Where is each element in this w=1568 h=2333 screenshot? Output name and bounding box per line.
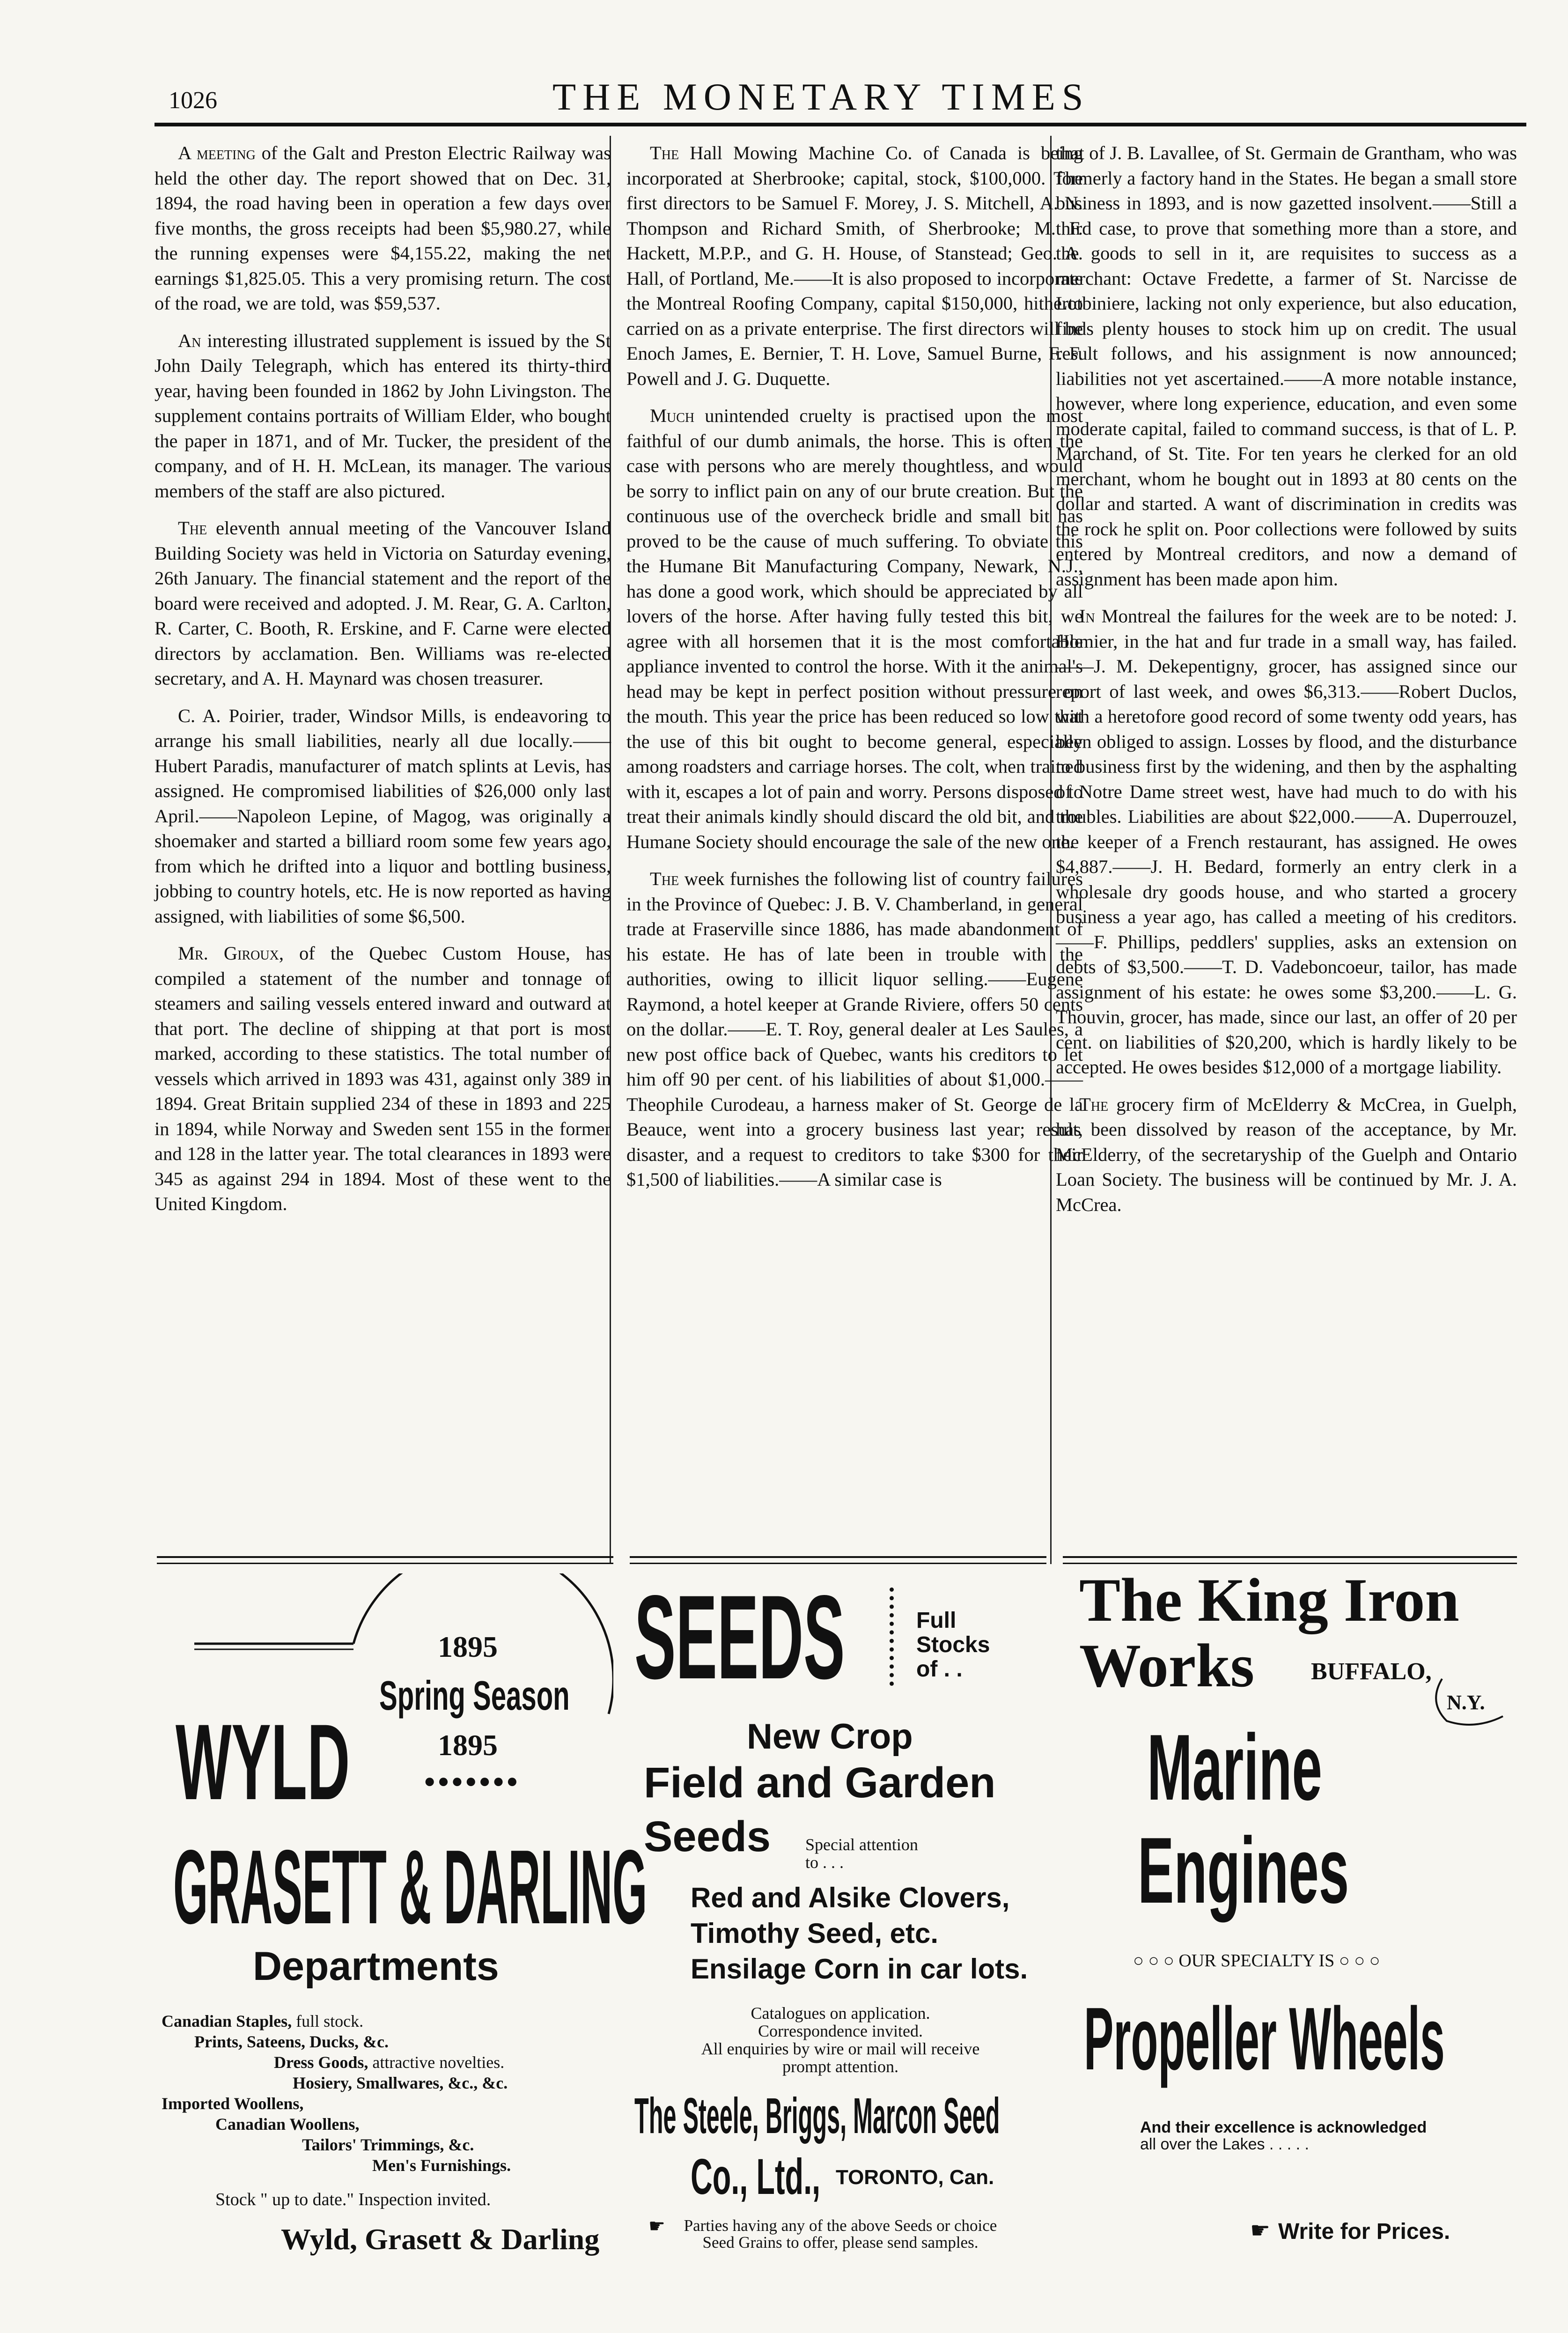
note-line: Catalogues on application.	[751, 2004, 930, 2023]
department-name: Imported Woollens,	[162, 2094, 304, 2113]
full-stocks	[916, 1609, 990, 1682]
seed-item: Ensilage Corn in car lots.	[691, 1953, 1028, 1985]
paragraph-text: unintended cruelty is practised upon the most faithful of our dumb animals, the horse. This is often the case with persons who are merely thoughtless, and would be sorry to inflict pain on any of our brute creation. But the continuous use of the overcheck bridle and small bit has proved to be the cause of much suffering. To obviate this the Humane Bit Manufacturing Company, Newark, N.J., has done a good work, which should be appreciated by all lovers of the horse. After having fully tested this bit, we agree with all horsemen that it is the most comfortable appliance invented to control the horse. With it the animal's head may be kept in perfect position without pressure on the mouth. This year the price has been reduced so low that the use of this bit ought to become general, especially among roadsters and carriage horses. The colt, when trained with it, escapes a lot of pain and worry. Persons disposed to treat their animals kindly should discard the old bit, and the Humane Society should encourage the sale of the new one.	[626, 405, 1083, 852]
article-paragraph	[155, 516, 611, 691]
paragraph-text: grocery firm of McElderry & McCrea, in Guelph, has been dissolved by reason of the acceptance, by Mr. McElderry, of the secretaryship of the Guelph and Ontario Loan Society. The business will be continued by Mr. J. A. McCrea.	[1056, 1093, 1517, 1215]
ad-king-iron-works	[1067, 1565, 1522, 2295]
paragraph-lead: Mr. Giroux	[178, 943, 279, 964]
seed-city: TORONTO, Can.	[836, 2166, 994, 2189]
hand-pointer-icon: ☛	[648, 2215, 665, 2237]
special-line: to . . .	[805, 1853, 844, 1872]
department-name: Tailors' Trimmings, &c.	[302, 2135, 474, 2154]
ad-steele-briggs-seeds	[630, 1573, 1051, 2295]
department-line	[194, 2032, 389, 2052]
article-paragraph	[155, 140, 611, 316]
full-stocks-line: Full	[916, 1608, 957, 1633]
article-column-3	[1056, 140, 1517, 1229]
article-paragraph	[626, 140, 1083, 391]
note-line: prompt attention.	[782, 2057, 898, 2076]
paragraph-text: Hall Mowing Machine Co. of Canada is being incorporated at Sherbrooke; capital, stock, $100,000. The first directors to be Samuel F. Morey, J. S. Mitchell, A. N. Thompson and Richard Smith, of Sherbrooke; M. F. Hackett, M.P.P., and G. H. House, of Stanstead; Geo. A. Hall, of Portland, Me.——It is also proposed to incorporate the Montreal Roofing Company, capital $150,000, hitherto carried on as a private enterprise. The first directors will be Enoch James, E. Bernier, T. H. Love, Samuel Burne, F. F. Powell and J. G. Duquette.	[626, 142, 1083, 389]
seed-item: Red and Alsike Clovers,	[691, 1882, 1010, 1913]
footer-line: Parties having any of the above Seeds or choice	[684, 2216, 997, 2235]
works-word: Works	[1079, 1631, 1255, 1700]
spring-season: Spring Season	[379, 1672, 570, 1719]
department-name: Canadian Woollens,	[215, 2115, 360, 2134]
seed-footer	[634, 2217, 1046, 2251]
paragraph-text: , of the Quebec Custom House, has compiled a statement of the number and tonnage of steamers and sailing vessels entered inward and outward at that port. The decline of shipping at that port is most marked, according to these statistics. The total number of vessels which arrived in 1893 was 431, against only 389 in 1894. Great Britain supplied 234 of these in 1893 and 225 in 1894, while Norway and Sweden sent 155 in the former and 128 in the latter year. The total clearances in 1893 were 345 as against 294 in 1894. Most of these went to the United Kingdom.	[155, 943, 611, 1214]
article-paragraph	[155, 703, 611, 929]
paragraph-lead: The	[178, 517, 207, 539]
write-for-prices: Write for Prices.	[1278, 2219, 1450, 2244]
department-line	[162, 2011, 363, 2031]
full-stocks-line: of . .	[916, 1657, 963, 1682]
grasett-darling-title: GRASETT & DARLING	[173, 1828, 648, 1946]
dots-ornament: ●●●●●●●	[424, 1771, 520, 1792]
paragraph-lead: An	[178, 330, 201, 351]
department-name: Men's Furnishings.	[372, 2156, 511, 2175]
seed-company-line1: The Steele, Briggs, Marcon Seed	[634, 2087, 1000, 2144]
dotted-divider	[890, 1587, 894, 1686]
department-name: Hosiery, Smallwares, &c., &c.	[293, 2074, 508, 2092]
paragraph-lead: The	[1079, 1093, 1109, 1115]
paragraph-text: eleventh annual meeting of the Vancouver Island Building Society was held in Victoria on Saturday evening, 26th January. The financial statement and the report of the board were received and adopted. J. M. Rear, G. A. Carlton, R. Carter, C. Booth, R. Erskine, and F. Carne were elected directors by acclamation. Ben. Williams was re-elected secretary, and A. H. Maynard was chosen treasurer.	[155, 517, 611, 689]
article-paragraph	[626, 403, 1083, 854]
stock-note: Stock " up to date." Inspection invited.	[215, 2190, 491, 2209]
department-name: Dress Goods,	[274, 2053, 368, 2072]
excellence-note	[1140, 2119, 1427, 2153]
note-line: All enquiries by wire or mail will receive	[701, 2039, 980, 2058]
hand-pointer-icon: ☛	[1250, 2218, 1271, 2243]
top-rule	[155, 123, 1526, 126]
ad-separator-3	[1063, 1556, 1517, 1564]
special-attention	[805, 1836, 918, 1871]
article-paragraph	[1056, 1092, 1517, 1218]
seed-items	[691, 1880, 1028, 1987]
article-paragraph	[1056, 604, 1517, 1080]
seeds-word: Seeds	[644, 1813, 771, 1860]
full-stocks-line: Stocks	[916, 1632, 990, 1657]
article-paragraph	[155, 328, 611, 504]
department-line	[293, 2073, 508, 2093]
paragraph-lead: Much	[650, 405, 695, 426]
seed-company-line2: Co., Ltd.,	[691, 2148, 821, 2205]
wyld-title: WYLD	[176, 1702, 350, 1822]
department-line	[372, 2156, 511, 2175]
seeds-headline: SEEDS	[634, 1571, 845, 1704]
ad-wyld-grasett-darling	[157, 1573, 648, 2295]
new-crop: New Crop	[747, 1717, 913, 1757]
paragraph-text: of the Galt and Preston Electric Railway was held the other day. The report showed that on Dec. 31, 1894, the road having been in operation a few days over five months, the gross receipts had been $5,980.27, while the running expenses were $4,155.22, making the net earnings $1,825.05. This a very promising return. The cost of the road, we are told, was $59,537.	[155, 142, 611, 314]
wyld-signature: Wyld, Grasett & Darling	[281, 2222, 600, 2256]
special-line: Special attention	[805, 1835, 918, 1854]
paragraph-text: interesting illustrated supplement is issued by the St John Daily Telegraph, which has entered its thirty-third year, having been founded in 1862 by John Livingston. The supplement contains portraits of William Elder, who bought the paper in 1871, and of Mr. Tucker, the president of the company, and of H. H. McLean, its manager. The various members of the staff are also pictured.	[155, 330, 611, 502]
specialty-line: ○ ○ ○ OUR SPECIALTY IS ○ ○ ○	[1133, 1951, 1380, 1971]
department-note: attractive novelties.	[368, 2053, 505, 2072]
article-paragraph	[626, 866, 1083, 1192]
paragraph-text: Montreal the failures for the week are to be noted: J. Homier, in the hat and fur trade in a small way, has failed.——J. M. Dekepentigny, grocer, has assigned since our report of last week, and owes $6,313.——Robert Duclos, with a heretofore good record of some twenty odd years, has been obliged to assign. Losses by flood, and the disturbance to business first by the widening, and then by the asphalting of Notre Dame street west, have had much to do with his troubles. Liabilities are about $22,000.——A. Duperrouzel, the keeper of a French restaurant, has assigned. He owes $4,887.——J. H. Bedard, formerly an entry clerk in a wholesale dry goods house, and who started a grocery business a year ago, has called a meeting of his creditors.——F. Phillips, peddlers' supplies, asks an extension on debts of $3,500.——T. D. Vadeboncoeur, tailor, has made assignment of his estate: he owes some $3,200.——L. G. Thouvin, grocer, has made, since our last, an offer of 20 per cent. on liabilities of $20,200, which is hardly likely to be accepted. He owes besides $12,000 of a mortgage liability.	[1056, 605, 1517, 1078]
article-paragraph	[1056, 140, 1517, 591]
ad-separator-2	[630, 1556, 1046, 1564]
department-note: full stock.	[292, 2012, 364, 2030]
note-line: Correspondence invited.	[758, 2022, 923, 2040]
departments-heading: Departments	[253, 1944, 499, 1989]
paragraph-text: week furnishes the following list of country failures in the Province of Quebec: J. B. V. Chamberland, in general trade at Fraserville since 1886, has made abandonment of his estate. He has of late been in trouble with the authorities, owing to illicit liquor selling.——Eugene Raymond, a hotel keeper at Grande Riviere, offers 50 cents on the dollar.——E. T. Roy, general dealer at Les Saules, a new post office back of Quebec, wants his creditors to let him off 90 per cent. of his liabilities of about $1,000.——Theophile Curodeau, a harness maker of St. George de la Beauce, went into a grocery business last year; result, disaster, and a request to creditors to take $300 for their $1,500 of liabilities.——A similar case is	[626, 868, 1083, 1190]
department-name: Canadian Staples,	[162, 2012, 292, 2030]
year-top: 1895	[438, 1630, 498, 1663]
page-number: 1026	[169, 87, 217, 114]
ny-bracket	[1423, 1669, 1517, 1735]
paragraph-text: C. A. Poirier, trader, Windsor Mills, is endeavoring to arrange his small liabilities, nearly all due locally.——Hubert Paradis, manufacturer of match splints at Levis, has assigned. He compromised liabilities of $26,000 only last April.——Napoleon Lepine, of Magog, was originally a shoemaker and started a billiard room some few years ago, from which he drifted into a liquor and bottling business, jobbing to country hotels, etc. He is now reported as having assigned, with liabilities of some $6,500.	[155, 705, 611, 927]
article-column-1	[155, 140, 611, 1229]
paragraph-lead: A meeting	[178, 142, 256, 163]
year-bottom: 1895	[438, 1728, 498, 1762]
article-column-2	[626, 140, 1083, 1204]
masthead: THE MONETARY TIMES	[552, 75, 1090, 118]
paragraph-lead: The	[650, 868, 679, 889]
engines-title: Engines	[1138, 1818, 1349, 1923]
ad-separator-1	[157, 1556, 613, 1564]
paragraph-lead: In	[1079, 605, 1095, 627]
department-line	[215, 2114, 359, 2134]
footer-line: Seed Grains to offer, please send samples.	[702, 2233, 979, 2252]
paragraph-lead: The	[650, 142, 679, 163]
seed-notes	[639, 2004, 1042, 2075]
marine-title: Marine	[1147, 1715, 1322, 1820]
new-york: N.Y.	[1447, 1691, 1485, 1714]
king-iron-line: The King Iron	[1079, 1565, 1459, 1634]
department-line	[274, 2052, 504, 2072]
seed-item: Timothy Seed, etc.	[691, 1918, 939, 1949]
excellence-line: And their excellence is acknowledged	[1140, 2119, 1427, 2136]
excellence-line: all over the Lakes . . . . .	[1140, 2135, 1309, 2153]
field-and-garden: Field and Garden	[644, 1759, 996, 1807]
propeller-wheels: Propeller Wheels	[1084, 1989, 1445, 2089]
article-paragraph	[155, 941, 611, 1217]
paragraph-text: that of J. B. Lavallee, of St. Germain de Grantham, who was formerly a factory hand in the States. He began a small store business in 1893, and is now gazetted insolvent.——Still a third case, to prove that something more than a store, and the goods to sell in it, are requisites to success as a merchant: Octave Fredette, a farmer of St. Narcisse de Lotbiniere, lacking not only experience, but also education, finds plenty houses to stock him up on credit. The usual result follows, and his assignment is now announced; liabilities not yet ascertained.——A more notable instance, however, where long experience, education, and even some moderate capital, failed to command success, is that of L. P. Marchand, of St. Tite. For ten years he clerked for an old merchant, whom he bought out in 1893 at 80 cents on the dollar and started. A want of discrimination in credits was the rock he split on. Poor collections were followed by suits entered by Montreal creditors, and now a demand of assignment has been made apon him.	[1056, 142, 1517, 590]
buffalo: BUFFALO,	[1311, 1658, 1432, 1685]
department-name: Prints, Sateens, Ducks, &c.	[194, 2032, 389, 2051]
department-line	[302, 2135, 474, 2155]
department-line	[162, 2094, 303, 2113]
